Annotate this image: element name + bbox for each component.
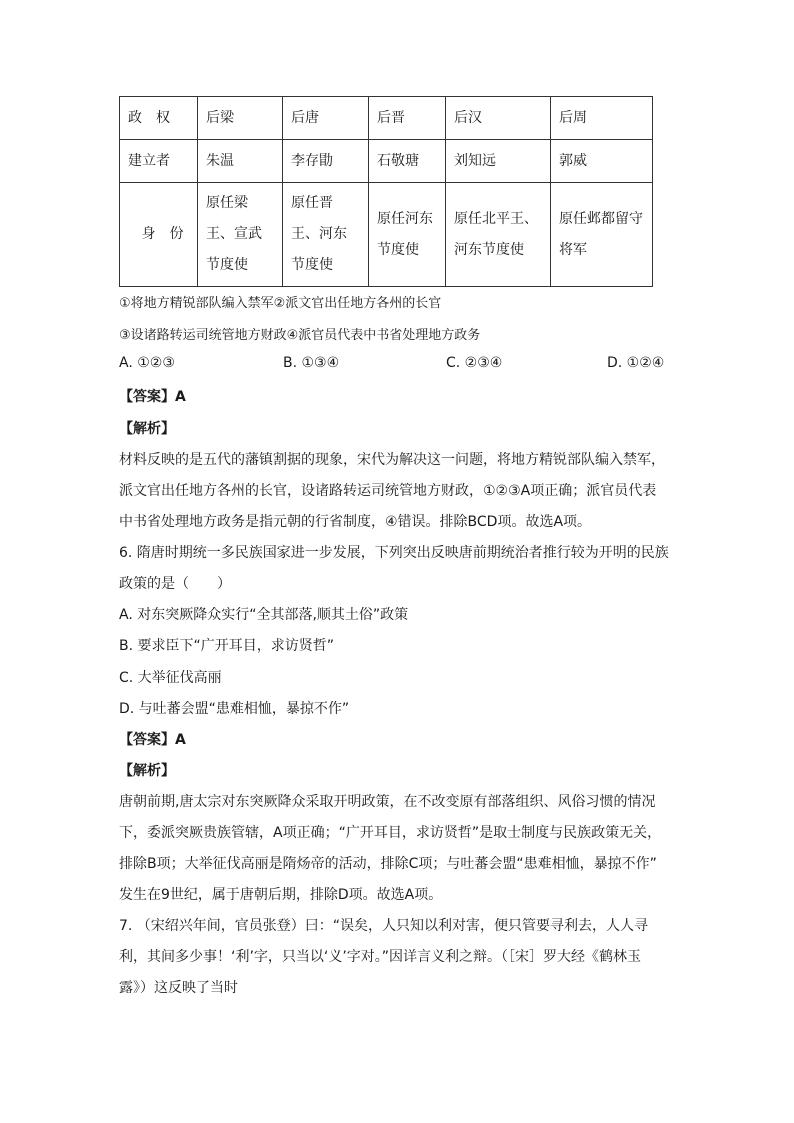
five-dynasties-table xyxy=(119,96,653,287)
q5-analysis-label: 【解析】 xyxy=(119,421,175,437)
q6-analysis-line: 唐朝前期,唐太宗对东突厥降众采取开明政策，在不改变原有部落组织、风俗习惯的情况 xyxy=(119,794,656,810)
q5-option-d: D. ①②④ xyxy=(607,355,665,371)
q5-option-c: C. ②③④ xyxy=(446,355,503,371)
q6-stem-line: 6. 隋唐时期统一多民族国家进一步发展，下列突出反映唐前期统治者推行较为开明的民族 xyxy=(119,545,669,561)
q5-statement-line: ③设诸路转运司统管地方财政④派官员代表中书省处理地方政务 xyxy=(119,328,481,343)
answer-text: 【答案】A xyxy=(119,389,186,405)
cell-line: 将军 xyxy=(559,241,587,258)
table-cell xyxy=(369,183,446,287)
table-cell xyxy=(551,183,653,287)
q7-stem-line: 利，其间多少事！‘利’字，只当以‘义’字对。”因详言义利之辩。（［宋］罗大经《鹤林玉 xyxy=(119,949,642,965)
q6-option-b: B. 要求臣下“广开耳目，求访贤哲” xyxy=(119,638,335,654)
q6-answer: 【答案】A xyxy=(119,732,186,748)
q5-answer xyxy=(119,386,186,406)
cell-line: 原任邺都留守 xyxy=(559,210,643,227)
table-cell xyxy=(283,183,369,287)
table-cell: 后周 xyxy=(551,97,653,140)
table-cell xyxy=(198,183,283,287)
cell-line: 节度使 xyxy=(291,257,333,273)
q5-analysis-line: 材料反映的是五代的藩镇割据的现象，宋代为解决这一问题，将地方精锐部队编入禁军， xyxy=(119,452,665,468)
cell-line: 原任河东 xyxy=(377,210,433,227)
table-cell: 后唐 xyxy=(283,97,369,140)
q5-statement-line: ①将地方精锐部队编入禁军②派文官出任地方各州的长官 xyxy=(119,296,442,311)
table-cell: 后汉 xyxy=(446,97,551,140)
q6-option-a: A. 对东突厥降众实行“全其部落,顺其土俗”政策 xyxy=(119,607,409,623)
table-row xyxy=(120,183,653,287)
q6-option-c: C. 大举征伐高丽 xyxy=(119,670,222,686)
q7-stem-line: 7. （宋绍兴年间，官员张登）曰：“误矣，人只知以利对害，便只管要寻利去，人人寻 xyxy=(119,918,649,934)
q6-analysis-label: 【解析】 xyxy=(119,763,175,779)
table-cell: 郭威 xyxy=(551,140,653,183)
q7-stem-line: 露》）这反映了当时 xyxy=(119,980,238,996)
q5-option-b: B. ①③④ xyxy=(283,355,340,371)
table-cell: 政 权 xyxy=(120,97,198,140)
table-cell: 刘知远 xyxy=(446,140,551,183)
q6-stem-line: 政策的是（ ） xyxy=(119,576,231,592)
table-cell xyxy=(446,183,551,287)
q6-option-d: D. 与吐蕃会盟“患难相恤，暴掠不作” xyxy=(119,701,350,717)
q5-option-a: A. ①②③ xyxy=(119,355,175,371)
q6-analysis-line: 发生在9世纪，属于唐朝后期，排除D项。故选A项。 xyxy=(119,887,443,903)
q6-analysis-line: 下，委派突厥贵族管辖，A项正确；“广开耳目，求访贤哲”是取士制度与民族政策无关， xyxy=(119,825,662,841)
cell-line: 原任北平王、 xyxy=(454,210,538,227)
table-cell: 建立者 xyxy=(120,140,198,183)
table-row xyxy=(120,140,653,183)
table-cell: 后梁 xyxy=(198,97,283,140)
cell-line: 原任梁 xyxy=(206,195,248,211)
q6-analysis-line: 排除B项；大举征伐高丽是隋炀帝的活动，排除C项；与吐蕃会盟“患难相恤，暴掠不作” xyxy=(119,856,657,872)
table-cell: 石敬瑭 xyxy=(369,140,446,183)
cell-line: 原任晋 xyxy=(291,195,333,211)
cell-line: 王、宣武 xyxy=(206,226,262,242)
table-header-row xyxy=(120,97,653,140)
table-cell: 身 份 xyxy=(120,183,198,287)
cell-line: 节度使 xyxy=(206,257,248,273)
q5-analysis-line: 派文官出任地方各州的长官，设诸路转运司统管地方财政，①②③A项正确；派官员代表 xyxy=(119,483,657,499)
cell-line: 河东节度使 xyxy=(454,241,524,258)
table-cell: 李存勖 xyxy=(283,140,369,183)
q5-analysis-line: 中书省处理地方政务是指元朝的行省制度，④错误。排除BCD项。故选A项。 xyxy=(119,514,592,530)
cell-line: 王、河东 xyxy=(291,226,347,242)
table-cell: 朱温 xyxy=(198,140,283,183)
cell-line: 节度使 xyxy=(377,241,419,258)
table-cell: 后晋 xyxy=(369,97,446,140)
